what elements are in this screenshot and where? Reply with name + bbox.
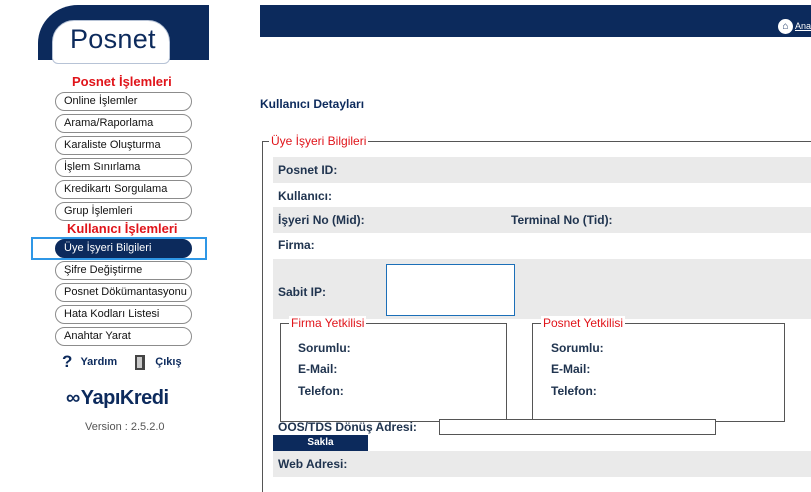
sidebar-item-create-key[interactable]: Anahtar Yarat — [55, 327, 192, 346]
yapikredi-logo — [66, 387, 169, 410]
sidebar-item-transaction-limit[interactable]: İşlem Sınırlama — [55, 158, 192, 177]
user-label: Kullanıcı: — [278, 189, 333, 203]
static-ip-textarea[interactable] — [386, 264, 515, 316]
posnet-email-label: E-Mail: — [551, 362, 591, 376]
merchant-terminal-row — [273, 207, 811, 233]
exit-link[interactable]: Çıkış — [155, 356, 182, 368]
home-link[interactable] — [778, 19, 811, 34]
help-link[interactable]: Yardım — [80, 356, 118, 368]
page-title: Kullanıcı Detayları — [260, 97, 365, 111]
return-url-label: OOS/TDS Dönüş Adresi: — [278, 420, 417, 434]
sidebar-item-card-query[interactable]: Kredikartı Sorgulama — [55, 180, 192, 199]
sidebar — [0, 0, 215, 492]
home-link-label[interactable]: Ana — [794, 20, 811, 31]
static-ip-label: Sabit IP: — [278, 285, 327, 299]
section-title-user-operations: Kullanıcı İşlemleri — [67, 221, 178, 236]
door-icon[interactable] — [135, 355, 145, 370]
terminal-no-label: Terminal No (Tid): — [511, 213, 613, 227]
firm-phone-label: Telefon: — [298, 384, 344, 398]
sidebar-item-change-password[interactable]: Şifre Değiştirme — [55, 261, 192, 280]
posnet-id-label: Posnet ID: — [278, 163, 338, 177]
version-label: Version : 2.5.2.0 — [85, 421, 165, 433]
firm-responsible-label: Sorumlu: — [298, 341, 351, 355]
sidebar-item-blacklist[interactable]: Karaliste Oluşturma — [55, 136, 192, 155]
firm-email-label: E-Mail: — [298, 362, 338, 376]
top-bar — [260, 5, 811, 37]
merchant-info-legend: Üye İşyeri Bilgileri — [271, 134, 367, 148]
sidebar-item-online-operations[interactable]: Online İşlemler — [55, 92, 192, 111]
merchant-no-label: İşyeri No (Mid): — [278, 213, 365, 227]
yapikredi-logo-text: YapıKredi — [80, 387, 169, 409]
posnet-responsible-label: Sorumlu: — [551, 341, 604, 355]
company-label: Firma: — [278, 238, 315, 252]
posnet-id-row — [273, 157, 811, 183]
posnet-contact-legend: Posnet Yetkilisi — [543, 316, 624, 330]
posnet-logo: Posnet — [70, 24, 156, 54]
help-exit-row — [62, 352, 182, 372]
home-icon[interactable]: ⌂ — [778, 19, 793, 34]
user-row — [273, 183, 811, 209]
return-url-input[interactable] — [439, 419, 716, 435]
section-title-posnet-operations: Posnet İşlemleri — [72, 74, 172, 89]
yapikredi-mark-icon: ∞ — [66, 387, 80, 409]
sidebar-item-group-operations[interactable]: Grup İşlemleri — [55, 202, 192, 221]
static-ip-row — [273, 259, 811, 319]
sidebar-item-merchant-info[interactable]: Üye İşyeri Bilgileri — [55, 239, 192, 258]
firm-contact-legend: Firma Yetkilisi — [291, 316, 365, 330]
sidebar-item-error-codes[interactable]: Hata Kodları Listesi — [55, 305, 192, 324]
help-icon[interactable]: ? — [62, 352, 73, 371]
sidebar-item-documentation[interactable]: Posnet Dökümantasyonu — [55, 283, 192, 302]
save-button[interactable]: Sakla — [273, 435, 368, 451]
sidebar-item-search-reports[interactable]: Arama/Raporlama — [55, 114, 192, 133]
web-address-label: Web Adresi: — [278, 457, 348, 471]
web-address-row — [273, 451, 811, 477]
posnet-phone-label: Telefon: — [551, 384, 597, 398]
company-row — [273, 232, 811, 258]
